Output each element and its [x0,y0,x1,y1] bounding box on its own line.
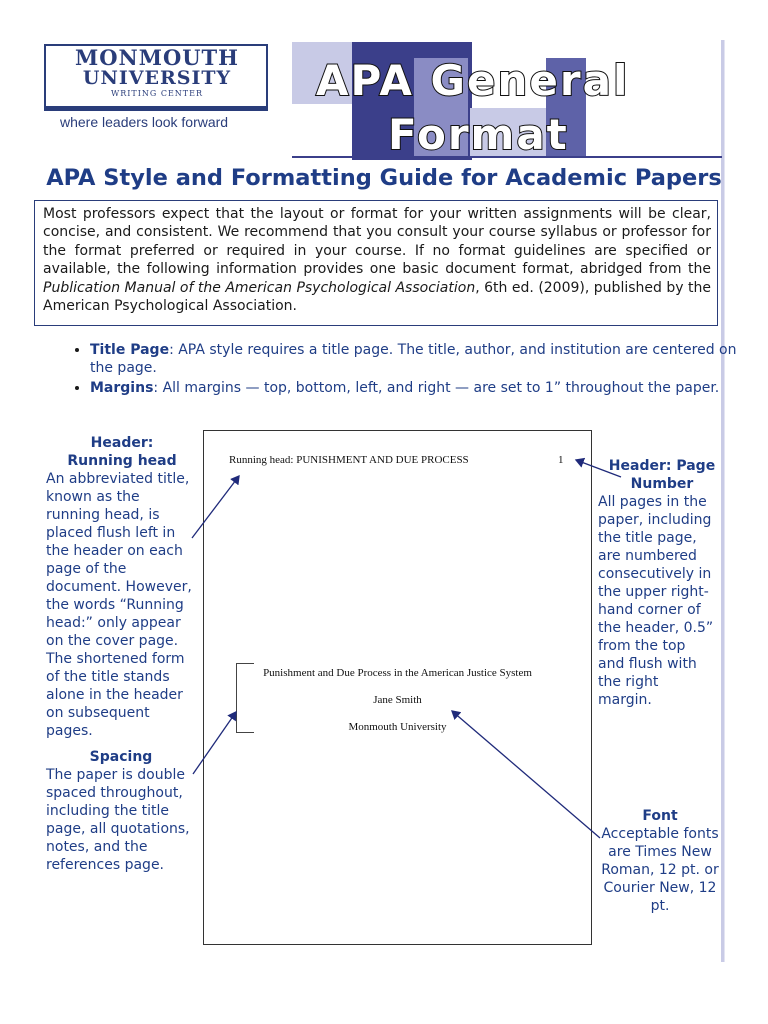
arrow-page-number [576,460,621,477]
bullet-text: : All margins — top, bottom, left, and right — are set to 1” throughout the paper. [153,380,720,396]
page-title: APA Style and Formatting Guide for Academic Papers [46,165,722,191]
intro-text-end: , 6th ed. (2009), published by the American Psychological Association. [43,279,711,315]
banner-title-line1: APA General [316,56,630,105]
spacing-text: The paper is double spaced throughout, including the title page, all quotations, notes, and the references page. [46,767,190,873]
font-heading: Font [642,808,678,824]
sample-page-number: 1 [558,454,564,466]
bullet-term: Margins [90,380,154,396]
bullet-term: Title Page [90,342,170,358]
intro-publication-title: Publication Manual of the American Psychological Association [43,279,476,296]
header-running-head-text: An abbreviated title, known as the running head, is placed flush left in the header on each page of the document. However, the words “Running head:” only appear on the cover page. The shortened form of the title stands alone in the header on subsequent pages. [46,471,192,739]
header-page-number-text: All pages in the paper, including the title page, are numbered consecutively in the upper right-hand corner of the header, 0.5” from the top and flush with the right margin. [598,494,714,708]
header-page-number-heading: Header: Page Number [608,458,716,492]
intro-text: Most professors expect that the layout or format for your written assignments will be clear, concise, and consistent. We recommend that you consult your course syllabus or professor for the format preferred or required in your course. If no format guidelines are specified or available, the following information provides one basic document format, abridged from the [43,206,711,278]
bullet-text: : APA style requires a title page. The title, author, and institution are centered on the page. [90,342,737,376]
arrow-spacing [193,712,236,774]
sample-institution: Monmouth University [348,721,447,733]
header-running-head-heading: Header: Running head [67,435,177,469]
sample-author: Jane Smith [373,694,422,706]
arrow-running-head [192,476,239,538]
logo-tagline: where leaders look forward [60,114,229,130]
arrow-font [452,711,600,838]
sample-running-head: Running head: PUNISHMENT AND DUE PROCESS [229,454,469,466]
logo-line1: MONMOUTH [74,45,240,70]
sample-title: Punishment and Due Process in the American Justice System [263,667,532,679]
spacing-heading: Spacing [89,749,153,765]
logo-line3: WRITING CENTER [111,89,203,98]
logo-line2: UNIVERSITY [82,67,232,89]
banner-title-line2: Format [388,110,569,159]
font-text: Acceptable fonts are Times New Roman, 12 pt. or Courier New, 12 pt. [601,826,719,914]
